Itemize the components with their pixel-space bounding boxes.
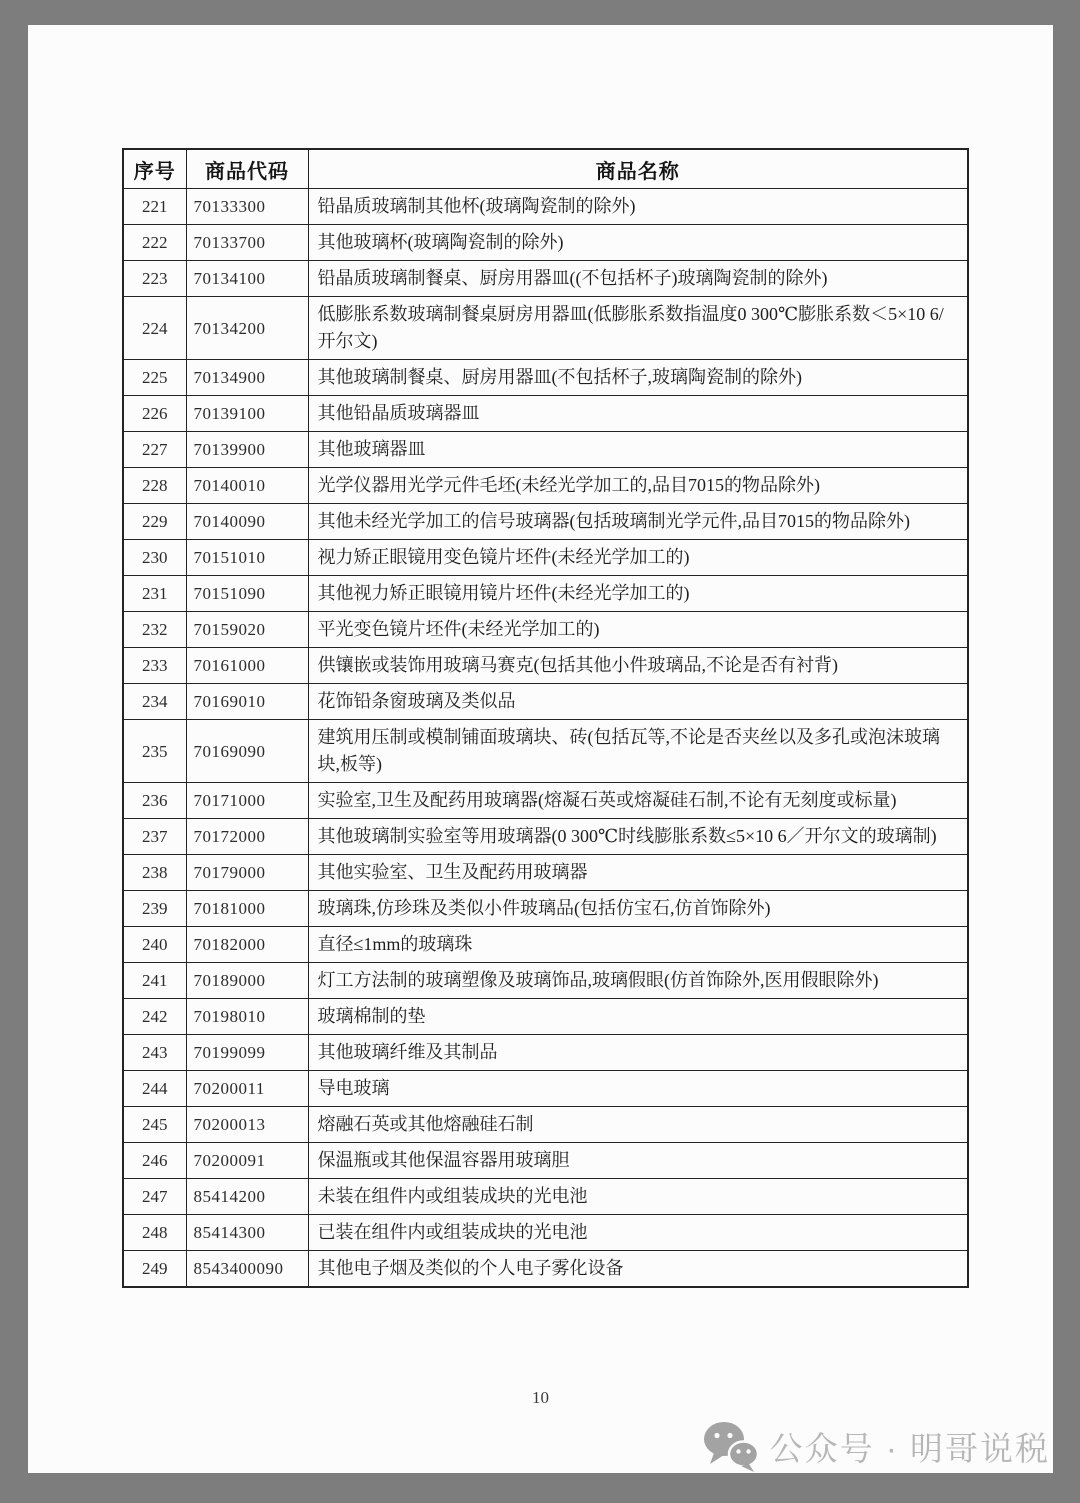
- name-cell: 铅晶质玻璃制餐桌、厨房用器皿((不包括杯子)玻璃陶瓷制的除外): [308, 261, 968, 297]
- name-cell: 花饰铅条窗玻璃及类似品: [308, 684, 968, 720]
- serial-cell: 234: [123, 684, 186, 720]
- code-cell: 70161000: [186, 648, 308, 684]
- table-row: [123, 819, 968, 855]
- table-row: [123, 612, 968, 648]
- table-row: [123, 189, 968, 225]
- header-commodity-code: 商品代码: [186, 149, 308, 189]
- serial-cell: 239: [123, 891, 186, 927]
- name-cell: 铅晶质玻璃制其他杯(玻璃陶瓷制的除外): [308, 189, 968, 225]
- table-row: [123, 1179, 968, 1215]
- name-cell: 保温瓶或其他保温容器用玻璃胆: [308, 1143, 968, 1179]
- table-row: [123, 1143, 968, 1179]
- table-body: [123, 189, 968, 1288]
- code-cell: 70140090: [186, 504, 308, 540]
- code-cell: 70171000: [186, 783, 308, 819]
- watermark-text: 公众号 · 明哥说税: [769, 1429, 1050, 1467]
- serial-cell: 238: [123, 855, 186, 891]
- table-row: [123, 963, 968, 999]
- name-cell: 其他电子烟及类似的个人电子雾化设备: [308, 1251, 968, 1288]
- name-cell: 其他视力矫正眼镜用镜片坯件(未经光学加工的): [308, 576, 968, 612]
- serial-cell: 233: [123, 648, 186, 684]
- serial-cell: 232: [123, 612, 186, 648]
- serial-cell: 236: [123, 783, 186, 819]
- document-page: [28, 25, 1053, 1473]
- header-serial-number: 序号: [123, 149, 186, 189]
- serial-cell: 225: [123, 360, 186, 396]
- table-header-row: [123, 149, 968, 189]
- serial-cell: 222: [123, 225, 186, 261]
- serial-cell: 237: [123, 819, 186, 855]
- name-cell: 灯工方法制的玻璃塑像及玻璃饰品,玻璃假眼(仿首饰除外,医用假眼除外): [308, 963, 968, 999]
- name-cell: 实验室,卫生及配药用玻璃器(熔凝石英或熔凝硅石制,不论有无刻度或标量): [308, 783, 968, 819]
- code-cell: 70139900: [186, 432, 308, 468]
- code-cell: 70199099: [186, 1035, 308, 1071]
- header-commodity-name: 商品名称: [308, 149, 968, 189]
- serial-cell: 249: [123, 1251, 186, 1288]
- page-number: 10: [532, 1388, 549, 1407]
- name-cell: 其他玻璃杯(玻璃陶瓷制的除外): [308, 225, 968, 261]
- table-row: [123, 1035, 968, 1071]
- code-cell: 70133700: [186, 225, 308, 261]
- code-cell: 70189000: [186, 963, 308, 999]
- table-row: [123, 648, 968, 684]
- name-cell: 光学仪器用光学元件毛坯(未经光学加工的,品目7015的物品除外): [308, 468, 968, 504]
- code-cell: 70198010: [186, 999, 308, 1035]
- table-row: [123, 261, 968, 297]
- serial-cell: 221: [123, 189, 186, 225]
- name-cell: 已装在组件内或组装成块的光电池: [308, 1215, 968, 1251]
- code-cell: 70133300: [186, 189, 308, 225]
- code-cell: 70200011: [186, 1071, 308, 1107]
- table-row: [123, 396, 968, 432]
- name-cell: 直径≤1mm的玻璃珠: [308, 927, 968, 963]
- serial-cell: 235: [123, 720, 186, 783]
- serial-cell: 243: [123, 1035, 186, 1071]
- table-row: [123, 783, 968, 819]
- watermark: [702, 1420, 1050, 1472]
- table-row: [123, 576, 968, 612]
- serial-cell: 226: [123, 396, 186, 432]
- name-cell: 其他玻璃制实验室等用玻璃器(0 300℃时线膨胀系数≤5×10 6／开尔文的玻璃制): [308, 819, 968, 855]
- name-cell: 其他玻璃器皿: [308, 432, 968, 468]
- code-cell: 70169090: [186, 720, 308, 783]
- serial-cell: 246: [123, 1143, 186, 1179]
- name-cell: 其他玻璃纤维及其制品: [308, 1035, 968, 1071]
- name-cell: 其他实验室、卫生及配药用玻璃器: [308, 855, 968, 891]
- code-cell: 85414300: [186, 1215, 308, 1251]
- code-cell: 70181000: [186, 891, 308, 927]
- code-cell: 70134900: [186, 360, 308, 396]
- name-cell: 玻璃珠,仿珍珠及类似小件玻璃品(包括仿宝石,仿首饰除外): [308, 891, 968, 927]
- serial-cell: 245: [123, 1107, 186, 1143]
- serial-cell: 242: [123, 999, 186, 1035]
- code-cell: 70159020: [186, 612, 308, 648]
- code-cell: 70139100: [186, 396, 308, 432]
- table-row: [123, 1215, 968, 1251]
- code-cell: 8543400090: [186, 1251, 308, 1288]
- serial-cell: 230: [123, 540, 186, 576]
- table-row: [123, 504, 968, 540]
- name-cell: 导电玻璃: [308, 1071, 968, 1107]
- table-row: [123, 855, 968, 891]
- table-row: [123, 540, 968, 576]
- code-cell: 70169010: [186, 684, 308, 720]
- code-cell: 70140010: [186, 468, 308, 504]
- code-cell: 70134200: [186, 297, 308, 360]
- name-cell: 其他未经光学加工的信号玻璃器(包括玻璃制光学元件,品目7015的物品除外): [308, 504, 968, 540]
- commodity-table: [122, 148, 969, 1288]
- code-cell: 70151090: [186, 576, 308, 612]
- serial-cell: 223: [123, 261, 186, 297]
- name-cell: 低膨胀系数玻璃制餐桌厨房用器皿(低膨胀系数指温度0 300℃膨胀系数＜5×10 6/开尔文): [308, 297, 968, 360]
- table-row: [123, 225, 968, 261]
- code-cell: 85414200: [186, 1179, 308, 1215]
- table-row: [123, 432, 968, 468]
- serial-cell: 229: [123, 504, 186, 540]
- table-row: [123, 927, 968, 963]
- table-row: [123, 1251, 968, 1288]
- serial-cell: 248: [123, 1215, 186, 1251]
- name-cell: 视力矫正眼镜用变色镜片坯件(未经光学加工的): [308, 540, 968, 576]
- name-cell: 玻璃棉制的垫: [308, 999, 968, 1035]
- table-row: [123, 999, 968, 1035]
- serial-cell: 247: [123, 1179, 186, 1215]
- code-cell: 70182000: [186, 927, 308, 963]
- code-cell: 70172000: [186, 819, 308, 855]
- table-row: [123, 891, 968, 927]
- code-cell: 70179000: [186, 855, 308, 891]
- table-row: [123, 468, 968, 504]
- serial-cell: 228: [123, 468, 186, 504]
- serial-cell: 224: [123, 297, 186, 360]
- table-row: [123, 1107, 968, 1143]
- table-row: [123, 297, 968, 360]
- serial-cell: 244: [123, 1071, 186, 1107]
- serial-cell: 241: [123, 963, 186, 999]
- name-cell: 未装在组件内或组装成块的光电池: [308, 1179, 968, 1215]
- code-cell: 70151010: [186, 540, 308, 576]
- name-cell: 其他玻璃制餐桌、厨房用器皿(不包括杯子,玻璃陶瓷制的除外): [308, 360, 968, 396]
- name-cell: 其他铅晶质玻璃器皿: [308, 396, 968, 432]
- table-row: [123, 360, 968, 396]
- table-row: [123, 684, 968, 720]
- name-cell: 熔融石英或其他熔融硅石制: [308, 1107, 968, 1143]
- serial-cell: 227: [123, 432, 186, 468]
- table-row: [123, 720, 968, 783]
- wechat-icon: [702, 1420, 760, 1472]
- serial-cell: 231: [123, 576, 186, 612]
- name-cell: 建筑用压制或模制铺面玻璃块、砖(包括瓦等,不论是否夹丝以及多孔或泡沫玻璃块,板等): [308, 720, 968, 783]
- code-cell: 70134100: [186, 261, 308, 297]
- table-row: [123, 1071, 968, 1107]
- code-cell: 70200091: [186, 1143, 308, 1179]
- name-cell: 供镶嵌或装饰用玻璃马赛克(包括其他小件玻璃品,不论是否有衬背): [308, 648, 968, 684]
- serial-cell: 240: [123, 927, 186, 963]
- code-cell: 70200013: [186, 1107, 308, 1143]
- name-cell: 平光变色镜片坯件(未经光学加工的): [308, 612, 968, 648]
